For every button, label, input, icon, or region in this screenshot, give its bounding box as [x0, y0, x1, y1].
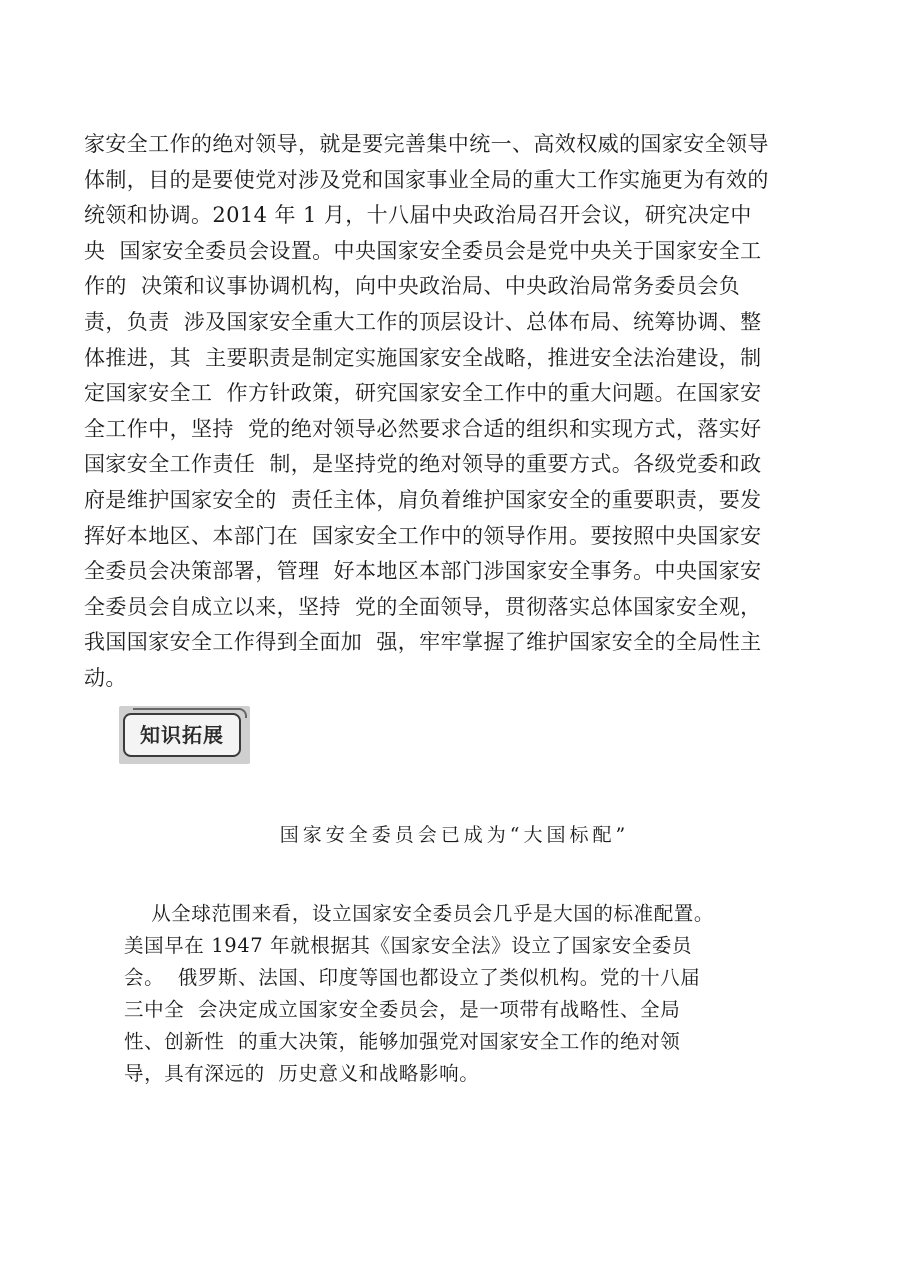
- main-text-line: 全委员会自成立以来，坚持 党的全面领导，贯彻落实总体国家安全观，: [84, 594, 762, 619]
- main-text-line: 央 国家安全委员会设置。中央国家安全委员会是党中央关于国家安全工: [84, 238, 762, 263]
- main-text-line: 全委员会决策部署，管理 好本地区本部门涉国家安全事务。中央国家安: [84, 559, 762, 584]
- main-text-line: 国家安全工作责任 制，是坚持党的绝对领导的重要方式。各级党委和政: [84, 452, 762, 477]
- section-text-line: 会。 俄罗斯、法国、印度等国也都设立了类似机构。党的十八届: [124, 966, 701, 989]
- section-title: 国家安全委员会已成为“大国标配”: [279, 824, 630, 846]
- main-text-line: 统领和协调。2014 年 1 月，十八届中央政治局召开会议，研究决定中: [84, 203, 752, 228]
- section-text-line: 导，具有深远的 历史意义和战略影响。: [124, 1062, 480, 1085]
- main-text-line: 我国国家安全工作得到全面加 强，牢牢掌握了维护国家安全的全局性主: [84, 630, 762, 655]
- main-paragraph: [84, 127, 804, 697]
- main-text-line: 定国家安全工 作方针政策，研究国家安全工作中的重大问题。在国家安: [84, 381, 762, 406]
- main-text-line: 全工作中，坚持 党的绝对领导必然要求合适的组织和实现方式，落实好: [84, 416, 762, 441]
- section-paragraph: [124, 898, 794, 1090]
- section-text-line: 三中全 会决定成立国家安全委员会，是一项带有战略性、全局: [124, 998, 681, 1021]
- main-text-line: 责，负责 涉及国家安全重大工作的顶层设计、总体布局、统筹协调、整: [84, 309, 762, 334]
- badge-label: 知识拓展: [123, 713, 241, 757]
- main-text-line: 体制，目的是要使党对涉及党和国家事业全局的重大工作实施更为有效的: [84, 167, 769, 192]
- main-text-line: 府是维护国家安全的 责任主体，肩负着维护国家安全的重要职责，要发: [84, 487, 762, 512]
- section-text-line: 美国早在 1947 年就根据其《国家安全法》设立了国家安全委员: [124, 934, 693, 957]
- section-text-line: 性、创新性 的重大决策，能够加强党对国家安全工作的绝对领: [124, 1030, 681, 1053]
- main-text-line: 动。: [84, 665, 127, 690]
- knowledge-extension-badge: [119, 706, 250, 764]
- main-text-line: 作的 决策和议事协调机构，向中央政治局、中央政治局常务委员会负: [84, 274, 741, 299]
- main-text-line: 挥好本地区、本部门在 国家安全工作中的领导作用。要按照中央国家安: [84, 523, 762, 548]
- main-text-line: 家安全工作的绝对领导，就是要完善集中统一、高效权威的国家安全领导: [84, 132, 769, 156]
- main-text-line: 体推进，其 主要职责是制定实施国家安全战略，推进安全法治建设，制: [84, 345, 762, 370]
- section-text-line: 从全球范围来看，设立国家安全委员会几乎是大国的标准配置。: [124, 902, 714, 925]
